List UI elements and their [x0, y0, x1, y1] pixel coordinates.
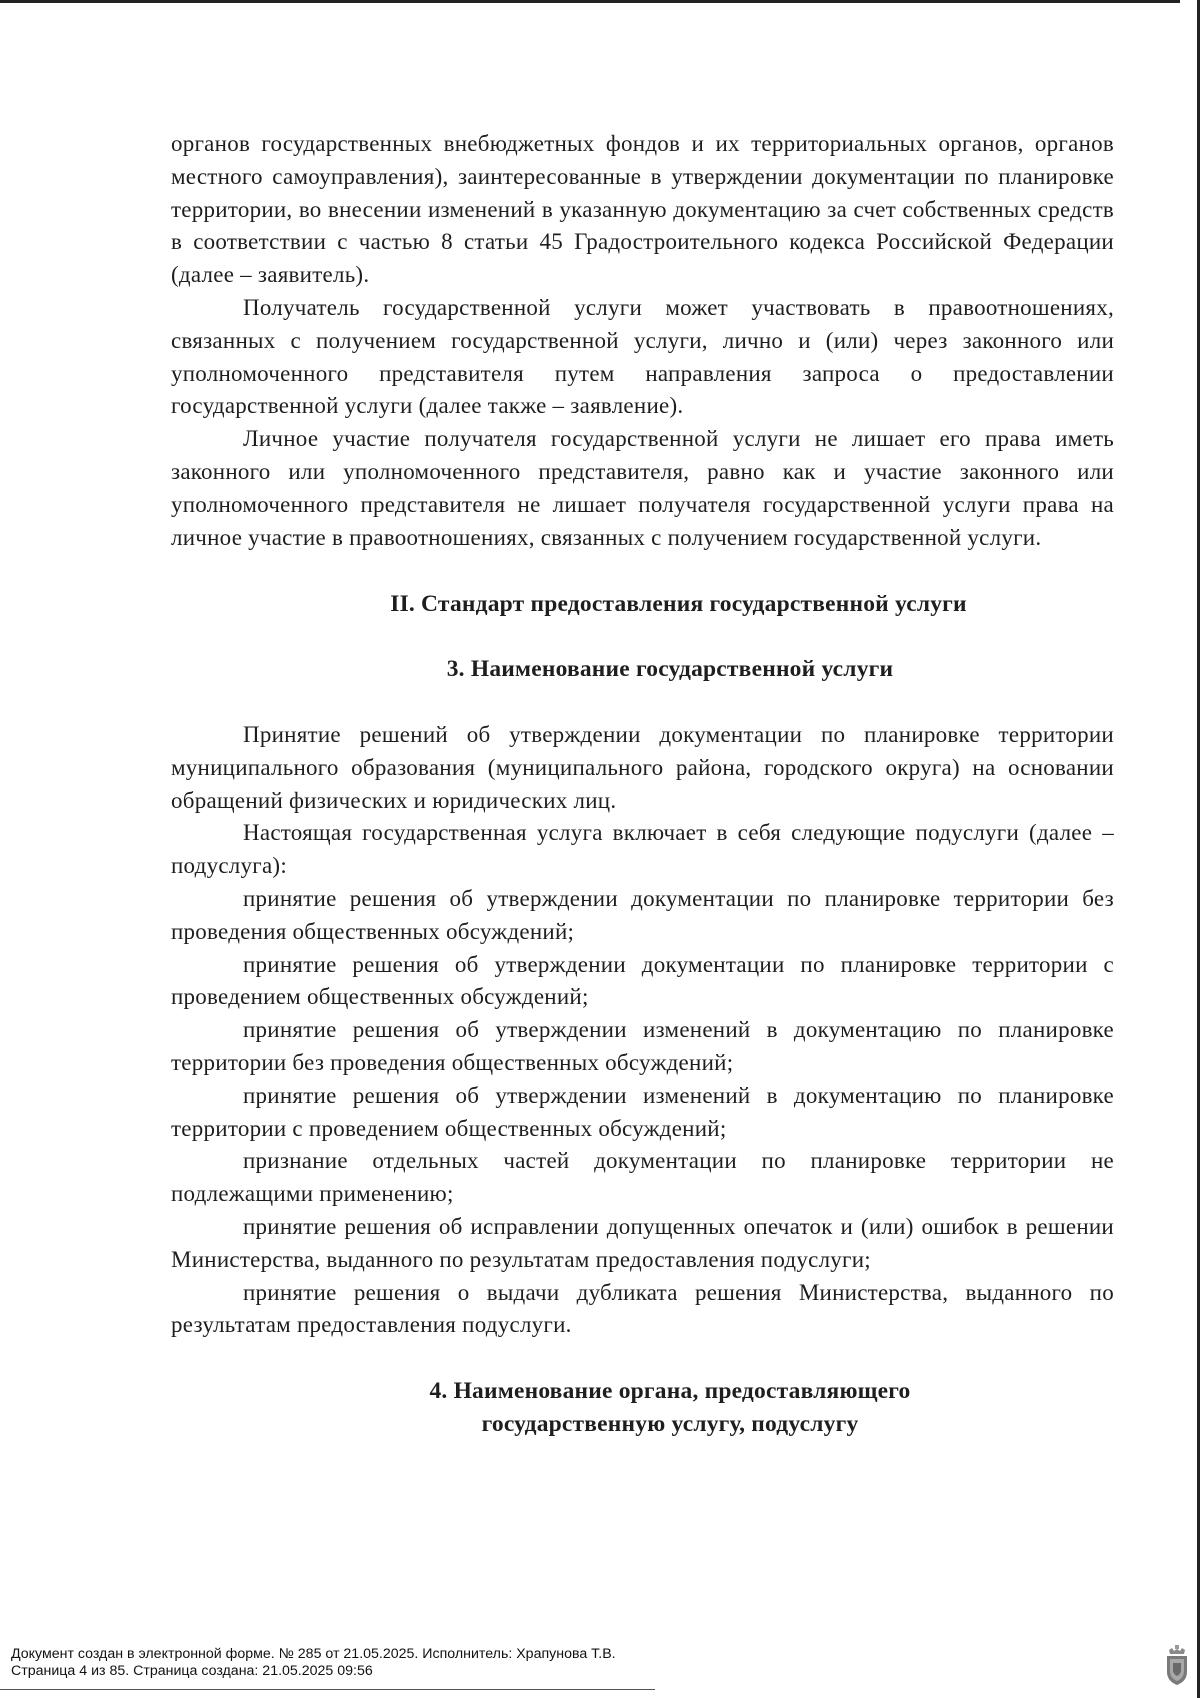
list-item-subservice-4: принятие решения об утверждении изменений в документацию по планировке территории с проведением общественных обсуждений;: [171, 1082, 1114, 1141]
footer-page-info: Страница 4 из 85. Страница создана: 21.05.2025 09:56: [11, 1663, 373, 1679]
list-item-subservice-7: принятие решения о выдачи дубликата решения Министерства, выданного по результатам предоставления подуслуги.: [171, 1279, 1114, 1338]
paragraph-applicants: органов государственных внебюджетных фондов и их территориальных органов, органов местного самоуправления), заинтересованные в утверждении документации по планировке территории, во внесении изменений в указанную документацию за счет собственных средств в соответствии с частью 8 статьи 45 Градостроительного кодекса Российской Федерации (далее – заявитель).: [171, 131, 1114, 288]
electronic-document-footer: [11, 1646, 616, 1680]
coat-of-arms-icon: [1164, 1645, 1190, 1687]
document-body: [171, 128, 1114, 1441]
paragraph-subservices-intro: Настоящая государственная услуга включает в себя следующие подуслуги (далее – подуслуга):: [171, 820, 1114, 879]
footer-divider: [0, 1689, 655, 1690]
footer-document-info: Документ создан в электронной форме. № 285 от 21.05.2025. Исполнитель: Храпунова Т.В.: [11, 1646, 616, 1662]
list-item-subservice-2: принятие решения об утверждении документации по планировке территории с проведением общественных обсуждений;: [171, 951, 1114, 1010]
list-item-subservice-6: принятие решения об исправлении допущенных опечаток и (или) ошибок в решении Министерства, выданного по результатам предоставления подуслуги;: [171, 1213, 1114, 1272]
subsection-heading-service-name: 3. Наименование государственной услуги: [446, 656, 894, 683]
section-heading-standard: II. Стандарт предоставления государственной услуги: [390, 591, 967, 618]
paragraph-personal-participation: Личное участие получателя государственной услуги не лишает его права иметь законного или уполномоченного представителя, равно как и участие законного или уполномоченного представителя не лишает получателя государственной услуги права на личное участие в правоотношениях, связанных с получением государственной услуги.: [171, 426, 1114, 550]
list-item-subservice-1: принятие решения об утверждении документации по планировке территории без проведения общественных обсуждений;: [171, 885, 1114, 944]
paragraph-recipient-representation: Получатель государственной услуги может участвовать в правоотношениях, связанных с получением государственной услуги, лично и (или) через законного или уполномоченного представителя путем направления запроса о предоставлении государственной услуги (далее также – заявление).: [171, 294, 1114, 419]
scan-edge-top: [0, 0, 1180, 3]
list-item-subservice-3: принятие решения об утверждении изменений в документацию по планировке территории без проведения общественных обсуждений;: [171, 1017, 1114, 1075]
list-item-subservice-5: признание отдельных частей документации по планировке территории не подлежащими применению;: [171, 1148, 1114, 1207]
paragraph-service-description: Принятие решений об утверждении документации по планировке территории муниципального образования (муниципального района, городского округа) на основании обращений физических и юридических лиц.: [171, 721, 1114, 813]
subsection-heading-authority: [171, 1375, 1114, 1441]
subsection-heading-authority-line1: 4. Наименование органа, предоставляющего: [429, 1378, 911, 1405]
subsection-heading-authority-line2: государственную услугу, подуслугу: [481, 1410, 859, 1437]
